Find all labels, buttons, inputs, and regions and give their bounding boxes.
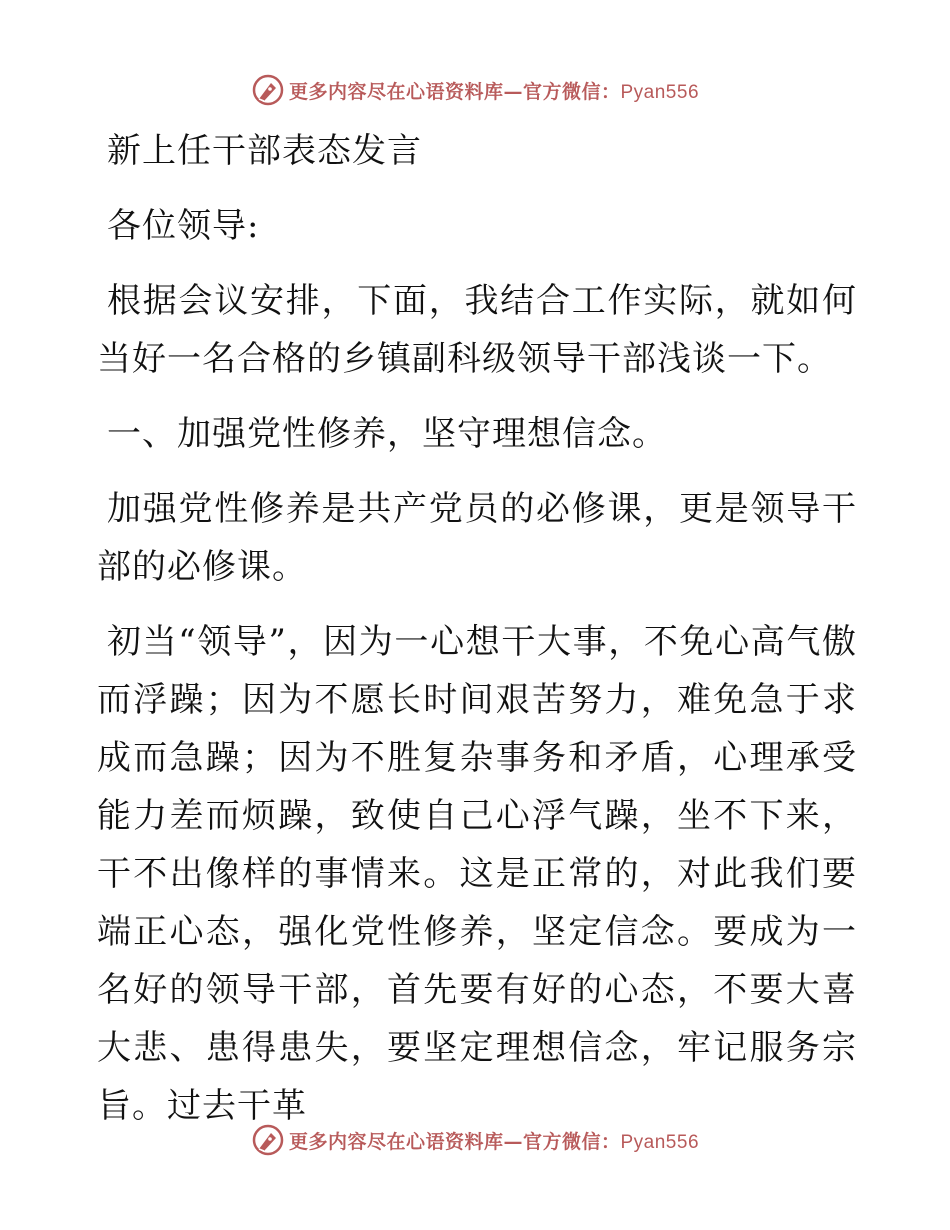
banner-text bbox=[289, 1127, 699, 1154]
paragraph-2: 加强党性修养是共产党员的必修课，更是领导干部的必修课。 bbox=[97, 489, 857, 587]
paragraph-3: 初当“领导”，因为一心想干大事，不免心高气傲而浮躁；因为不愿长时间艰苦努力，难免急于求成而急躁；因为不胜复杂事务和矛盾，心理承受能力差而烦躁，致使自己心浮气躁，坐不下来，干不出像样的事情来。这是正常的，对此我们要端正心态，强化党性修养，坚定信念。要成为一名好的领导干部，首先要有好的心态，不要大喜大悲、患得患失，要坚定理想信念，牢记服务宗旨。过去干革 bbox=[97, 622, 857, 1126]
banner-text bbox=[289, 77, 699, 104]
banner-wechat-id: Pyan556 bbox=[620, 1131, 700, 1153]
pen-nib-logo-icon bbox=[251, 1123, 285, 1157]
paragraph-intro: 根据会议安排，下面，我结合工作实际，就如何当好一名合格的乡镇副科级领导干部浅谈一下。 bbox=[97, 281, 857, 379]
greeting: 各位领导: bbox=[107, 206, 260, 246]
header-watermark-banner bbox=[0, 70, 950, 110]
pen-nib-logo-icon bbox=[251, 73, 285, 107]
document-title: 新上任干部表态发言 bbox=[107, 131, 422, 171]
banner-label: 更多内容尽在心语资料库—官方微信： bbox=[288, 80, 621, 103]
banner-label: 更多内容尽在心语资料库—官方微信： bbox=[288, 1130, 621, 1153]
section-heading-1: 一、加强党性修养，坚守理想信念。 bbox=[107, 414, 667, 454]
banner-wechat-id: Pyan556 bbox=[620, 81, 700, 103]
footer-watermark-banner bbox=[0, 1120, 950, 1160]
document-body bbox=[97, 122, 857, 1152]
